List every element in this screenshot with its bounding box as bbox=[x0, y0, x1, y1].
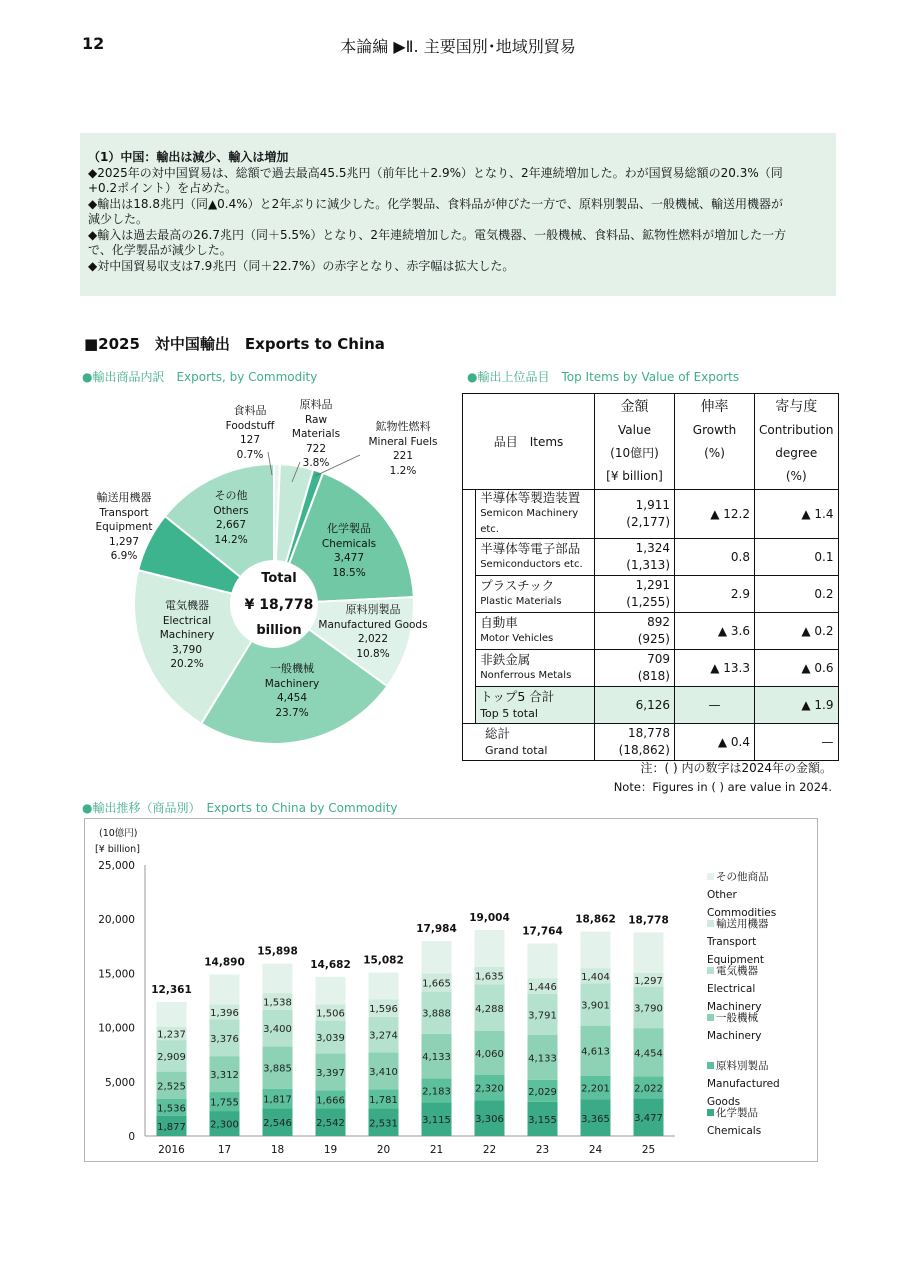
bar-value-label: 3,901 bbox=[581, 1000, 610, 1012]
bar-value-label: 3,397 bbox=[316, 1067, 345, 1079]
legend-item: 電気機器 Electrical Machinery bbox=[707, 965, 762, 1013]
section-title: ■2025 対中国輸出 Exports to China bbox=[84, 335, 385, 353]
bar-value-label: 2,029 bbox=[528, 1086, 557, 1098]
table-subtitle: ●輸出上位品目 Top Items by Value of Exports bbox=[467, 370, 740, 384]
bar-value-label: 1,755 bbox=[210, 1097, 239, 1109]
bar-value-label: 3,410 bbox=[369, 1066, 398, 1078]
x-tick-label: 20 bbox=[376, 1144, 391, 1156]
bar-total-label: 18,778 bbox=[628, 914, 669, 927]
bar-value-label: 2,909 bbox=[157, 1051, 186, 1063]
x-tick-label: 21 bbox=[429, 1144, 444, 1156]
page-header: 本論編 ▶Ⅱ. 主要国別･地域別貿易 bbox=[340, 37, 576, 56]
bar-total-label: 12,361 bbox=[151, 984, 192, 997]
col-items: 品目 Items bbox=[463, 394, 595, 490]
bar-value-label: 3,376 bbox=[210, 1033, 239, 1045]
pie-label-raw-materials: 原料品 Raw Materials 722 3.8% bbox=[291, 398, 341, 469]
legend-item: その他商品 Other Commodities bbox=[707, 871, 777, 919]
pie-label-chemicals: 化学製品 Chemicals 3,477 18.5% bbox=[321, 522, 377, 579]
pie-total-value: ¥ 18,778 bbox=[244, 597, 314, 613]
page-number: 12 bbox=[82, 34, 105, 53]
bar-segment bbox=[210, 975, 240, 1005]
bar-value-label: 1,635 bbox=[475, 971, 504, 983]
bar-value-label: 1,781 bbox=[369, 1094, 398, 1106]
summary-line: ◆輸出は18.8兆円（同▲0.4%）と2年ぶりに減少した。化学製品、食料品が伸びた一方で、原料別製品、一般機械、輸送用機器が bbox=[88, 196, 784, 211]
bar-value-label: 4,288 bbox=[475, 1003, 504, 1015]
note-en: Note：Figures in ( ) are value in 2024. bbox=[613, 780, 832, 794]
pie-label-transport: 輸送用機器 Transport Equipment 1,297 6.9% bbox=[95, 491, 153, 562]
bar-segment bbox=[475, 930, 505, 967]
bar-value-label: 4,133 bbox=[422, 1052, 451, 1064]
summary-heading: （1）中国：輸出は減少、輸入は増加 bbox=[88, 150, 289, 164]
bar-value-label: 1,536 bbox=[157, 1103, 186, 1115]
pie-label-electrical: 電気機器 Electrical Machinery 3,790 20.2% bbox=[159, 599, 215, 670]
summary-line: ◆2025年の対中国貿易は、総額で過去最高45.5兆円（前年比＋2.9%）となり、2年連続増加した。わが国貿易総額の20.3%（同 bbox=[88, 165, 783, 180]
y-tick-label: 5,000 bbox=[104, 1076, 135, 1089]
bar-segment bbox=[316, 977, 346, 1004]
bar-total-label: 19,004 bbox=[469, 911, 510, 924]
pie-label-machinery: 一般機械 Machinery 4,454 23.7% bbox=[264, 662, 320, 719]
bar-value-label: 3,306 bbox=[475, 1114, 504, 1126]
bar-value-label: 2,320 bbox=[475, 1083, 504, 1095]
bar-segment bbox=[263, 964, 293, 993]
x-tick-label: 25 bbox=[641, 1144, 656, 1156]
bar-value-label: 3,790 bbox=[634, 1003, 663, 1015]
bar-value-label: 2,022 bbox=[634, 1083, 663, 1095]
table-row: 自動車 Motor Vehicles 892 (925) ▲ 3.6 ▲ 0.2 bbox=[463, 613, 839, 650]
bar-value-label: 2,531 bbox=[369, 1118, 398, 1130]
pie-subtitle: ●輸出商品内訳 Exports, by Commodity bbox=[82, 370, 318, 384]
bar-segment bbox=[528, 943, 558, 978]
bar-value-label: 2,300 bbox=[210, 1119, 239, 1131]
col-contribution: 寄与度 Contribution degree (%) bbox=[755, 394, 839, 490]
bar-value-label: 1,665 bbox=[422, 978, 451, 990]
y-tick-label: 20,000 bbox=[98, 914, 135, 927]
bar-value-label: 1,237 bbox=[157, 1029, 186, 1041]
note-jp: 注：( ) 内の数字は2024年の金額。 bbox=[640, 761, 832, 775]
bar-total-label: 14,890 bbox=[204, 956, 245, 969]
y-tick-label: 0 bbox=[128, 1131, 135, 1143]
bar-value-label: 3,400 bbox=[263, 1024, 292, 1036]
bar-value-label: 1,538 bbox=[263, 997, 292, 1009]
col-growth: 伸率 Growth (%) bbox=[675, 394, 755, 490]
pie-label-manufactured-goods: 原料別製品 Manufactured Goods 2,022 10.8% bbox=[318, 603, 428, 660]
bar-value-label: 1,666 bbox=[316, 1095, 345, 1107]
bar-value-label: 1,404 bbox=[581, 971, 610, 983]
table-row: 半導体等電子部品 Semiconductors etc. 1,324 (1,313) 0.8 0.1 bbox=[463, 539, 839, 576]
summary-line: +0.2ポイント）を占めた。 bbox=[88, 181, 238, 195]
bar-value-label: 4,454 bbox=[634, 1048, 663, 1060]
bar-value-label: 4,133 bbox=[528, 1053, 557, 1065]
col-value: 金額 Value (10億円) [¥ billion] bbox=[595, 394, 675, 490]
bar-value-label: 3,274 bbox=[369, 1030, 398, 1042]
bar-value-label: 3,312 bbox=[210, 1070, 239, 1082]
bar-segment bbox=[634, 932, 664, 973]
table-row-total: 総計 Grand total 18,778 (18,862) ▲ 0.4 — bbox=[463, 724, 839, 761]
legend-item: 輸送用機器 Transport Equipment bbox=[707, 918, 769, 966]
pie-total bbox=[239, 566, 319, 644]
bar-value-label: 3,477 bbox=[634, 1113, 663, 1125]
unit-label-en: [¥ billion] bbox=[95, 844, 140, 855]
x-tick-label: 17 bbox=[217, 1144, 232, 1156]
y-tick-label: 25,000 bbox=[98, 860, 135, 872]
summary-line: ◆輸入は過去最高の26.7兆円（同＋5.5%）となり、2年連続増加した。電気機器、一般機械、食料品、鉱物性燃料が増加した一方 bbox=[88, 227, 787, 242]
bar-value-label: 4,613 bbox=[581, 1046, 610, 1058]
bar-value-label: 3,885 bbox=[263, 1063, 292, 1075]
top-items-table bbox=[462, 393, 839, 761]
bar-value-label: 3,115 bbox=[422, 1115, 451, 1127]
bar-value-label: 3,155 bbox=[528, 1114, 557, 1126]
x-tick-label: 18 bbox=[270, 1144, 285, 1156]
bar-total-label: 15,082 bbox=[363, 954, 404, 967]
bar-value-label: 2,201 bbox=[581, 1083, 610, 1095]
bar-value-label: 2,525 bbox=[157, 1081, 186, 1093]
bar-segment bbox=[157, 1002, 187, 1027]
legend-item: 原料別製品 Manufactured Goods bbox=[707, 1060, 780, 1108]
bar-value-label: 3,365 bbox=[581, 1113, 610, 1125]
summary-line: ◆対中国貿易収支は7.9兆円（同＋22.7%）の赤字となり、赤字幅は拡大した。 bbox=[88, 258, 515, 273]
table-row: 半導体等製造装置 Semicon Machinery etc. 1,911 (2,177) ▲ 12.2 ▲ 1.4 bbox=[463, 490, 839, 539]
pie-total-unit: billion bbox=[256, 623, 302, 638]
pie-label-foodstuff: 食料品 Foodstuff 127 0.7% bbox=[225, 404, 275, 461]
x-tick-label: 24 bbox=[588, 1144, 603, 1156]
y-tick-label: 10,000 bbox=[98, 1022, 135, 1035]
bar-segment bbox=[581, 932, 611, 969]
bar-value-label: 1,446 bbox=[528, 982, 557, 994]
bar-value-label: 2,546 bbox=[263, 1118, 292, 1130]
bar-value-label: 3,039 bbox=[316, 1033, 345, 1045]
bar-value-label: 1,817 bbox=[263, 1094, 292, 1106]
summary-line: で、化学製品が減少した。 bbox=[88, 243, 232, 257]
bar-value-label: 2,183 bbox=[422, 1086, 451, 1098]
bar-segment bbox=[422, 941, 452, 974]
y-tick-label: 15,000 bbox=[98, 968, 135, 981]
bar-value-label: 1,877 bbox=[157, 1121, 186, 1133]
pie-total-label: Total bbox=[261, 571, 297, 586]
bar-value-label: 2,542 bbox=[316, 1118, 345, 1130]
bar-value-label: 1,396 bbox=[210, 1007, 239, 1019]
x-tick-label: 22 bbox=[482, 1144, 497, 1156]
legend-item: 化学製品 Chemicals bbox=[707, 1107, 762, 1137]
bar-total-label: 18,862 bbox=[575, 913, 616, 926]
summary-line: 減少した。 bbox=[88, 212, 149, 226]
bar-value-label: 1,596 bbox=[369, 1004, 398, 1016]
bar-value-label: 3,888 bbox=[422, 1008, 451, 1020]
table-row: プラスチック Plastic Materials 1,291 (1,255) 2.9 0.2 bbox=[463, 576, 839, 613]
bar-total-label: 15,898 bbox=[257, 945, 298, 958]
trend-subtitle: ●輸出推移（商品別） Exports to China by Commodity bbox=[82, 801, 398, 815]
legend-item: 一般機械 Machinery bbox=[707, 1012, 762, 1042]
table-row-top5: トップ5 合計 Top 5 total 6,126 — ▲ 1.9 bbox=[463, 687, 839, 724]
bar-total-label: 14,682 bbox=[310, 958, 351, 971]
x-tick-label: 23 bbox=[535, 1144, 550, 1156]
x-tick-label: 19 bbox=[323, 1144, 338, 1156]
trend-chart-frame bbox=[84, 818, 818, 1162]
bar-total-label: 17,984 bbox=[416, 923, 457, 936]
bar-total-label: 17,764 bbox=[522, 925, 563, 938]
pie-label-mineral-fuels: 鉱物性燃料 Mineral Fuels 221 1.2% bbox=[368, 420, 438, 477]
bar-segment bbox=[369, 973, 399, 1000]
bar-value-label: 4,060 bbox=[475, 1049, 504, 1061]
pie-label-others: その他 Others 2,667 14.2% bbox=[213, 489, 249, 546]
table-row: 非鉄金属 Nonferrous Metals 709 (818) ▲ 13.3 ▲ 0.6 bbox=[463, 650, 839, 687]
bar-value-label: 3,791 bbox=[528, 1010, 557, 1022]
bar-value-label: 1,506 bbox=[316, 1008, 345, 1020]
bar-value-label: 1,297 bbox=[634, 975, 663, 987]
x-tick-label: 2016 bbox=[158, 1144, 185, 1156]
unit-label-jp: (10億円) bbox=[99, 828, 138, 839]
